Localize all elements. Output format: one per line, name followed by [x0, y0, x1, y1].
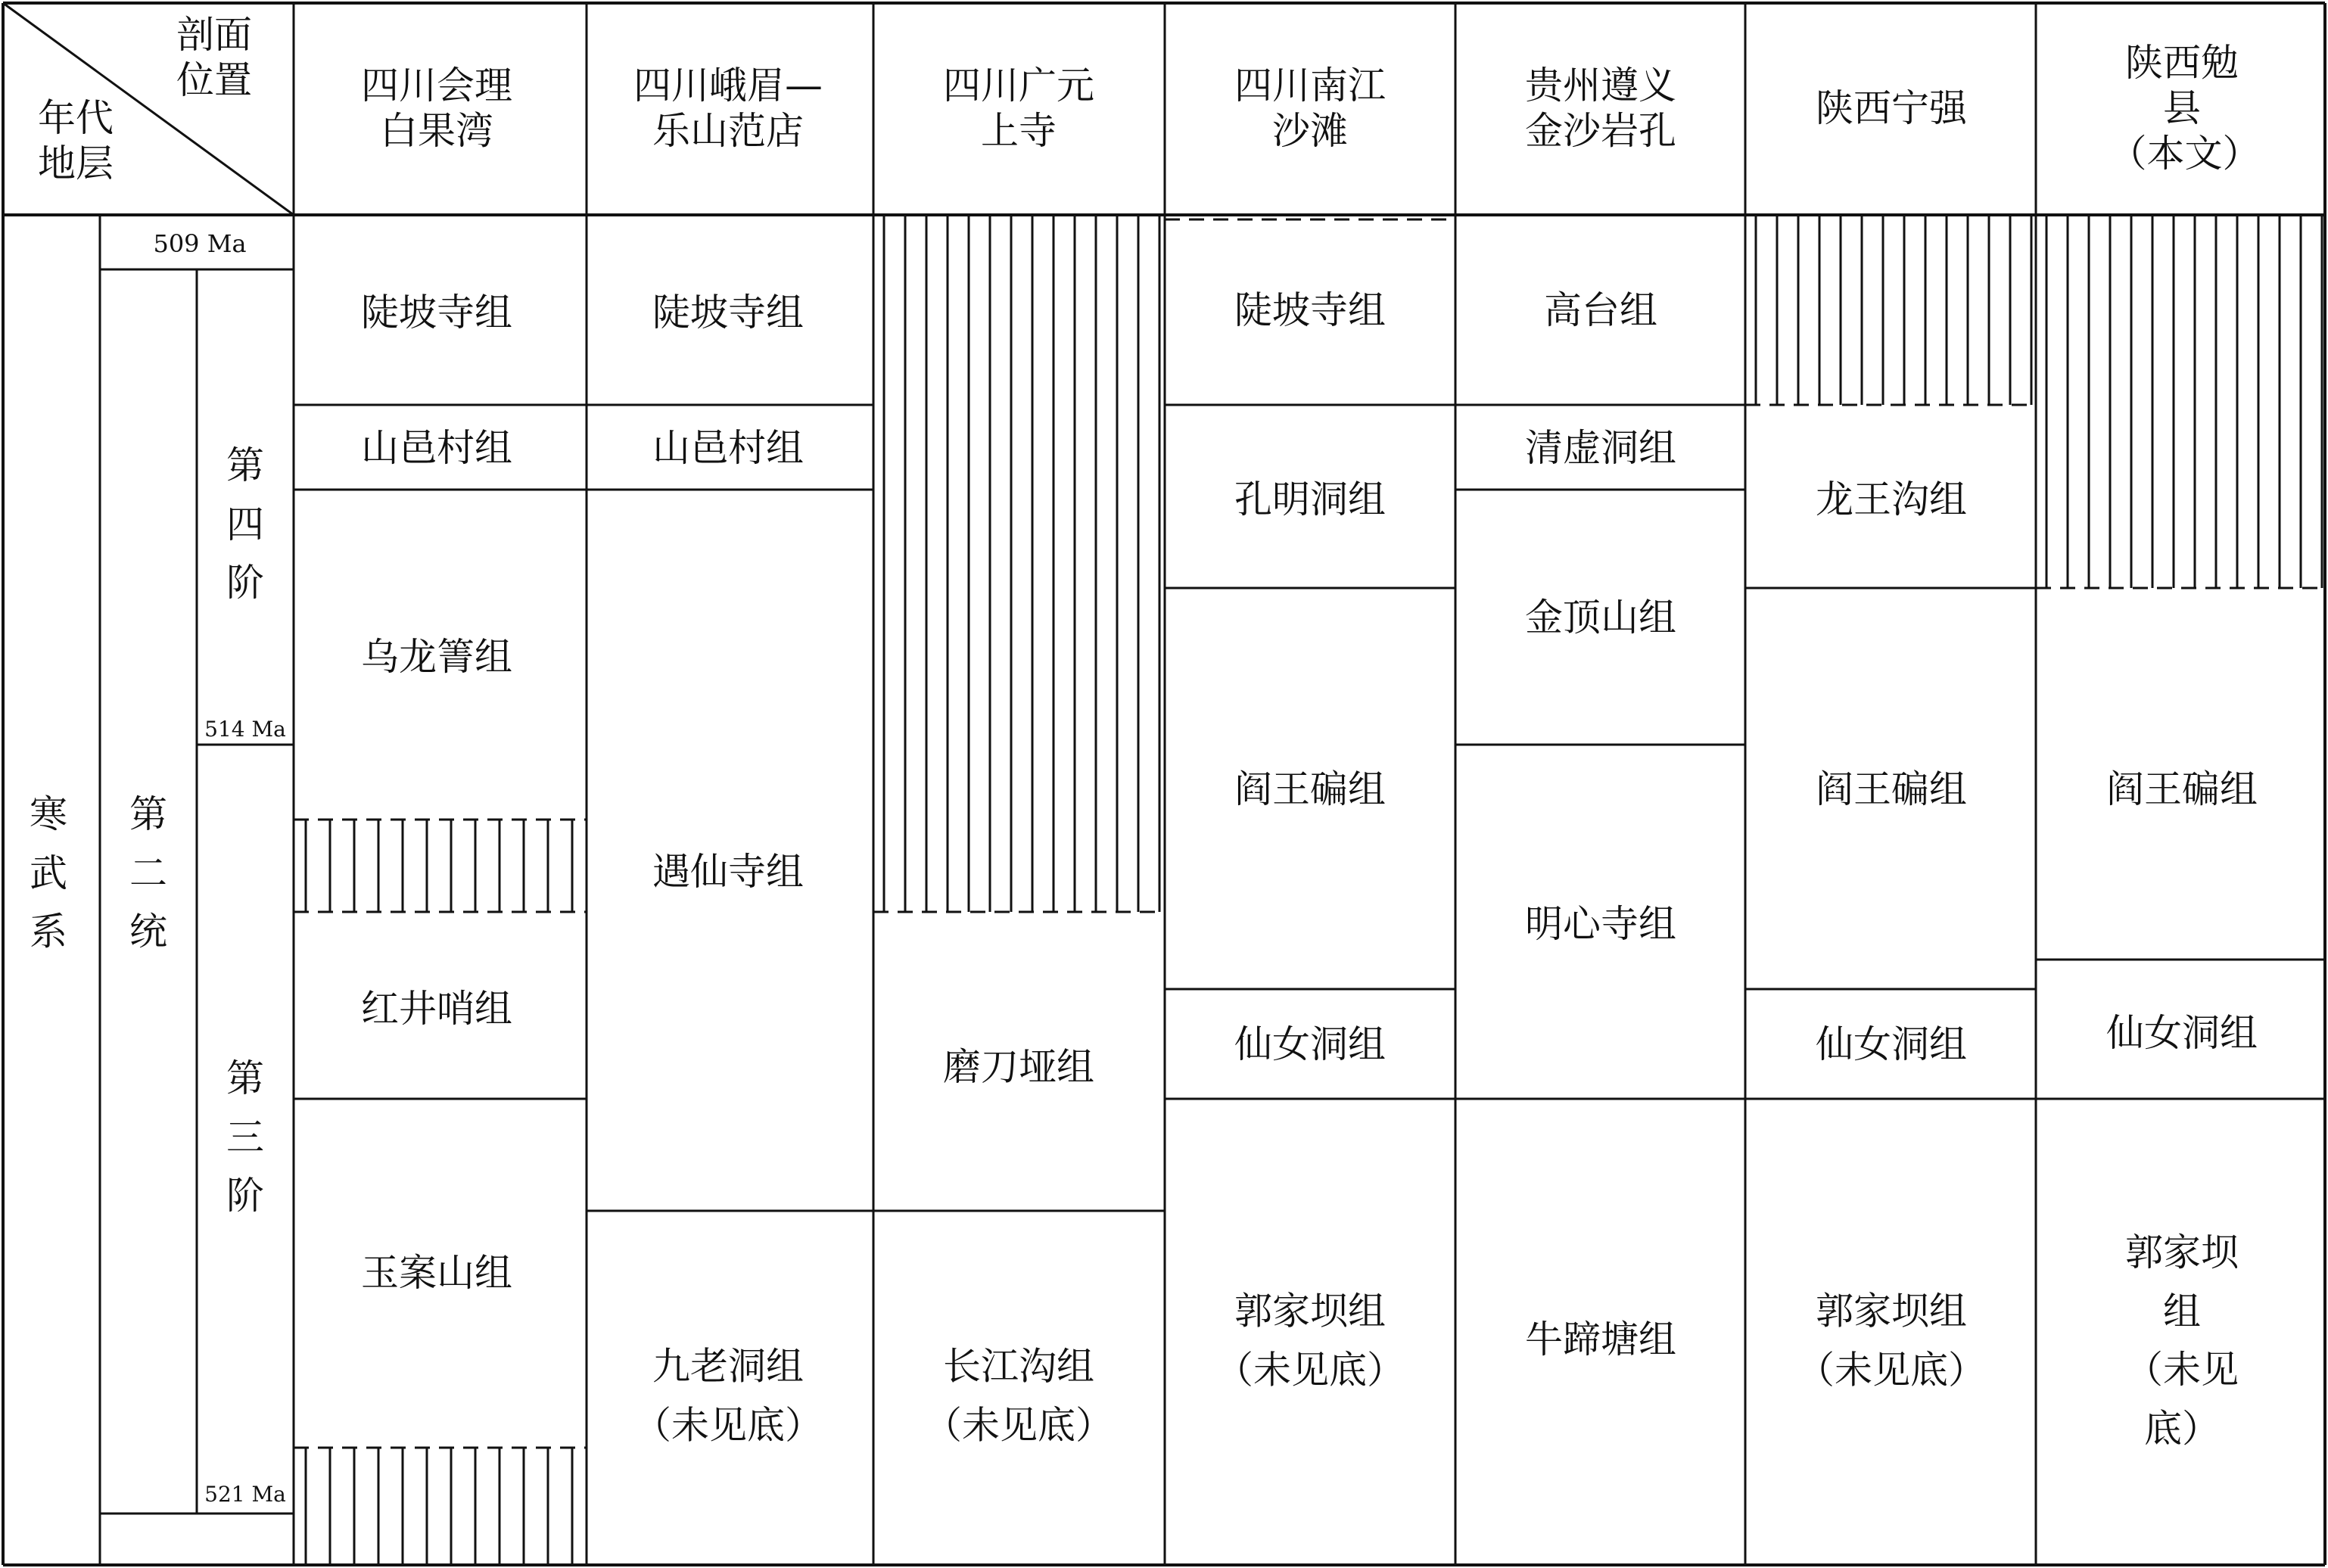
formation-huili-hongjingshao: 红井哨组	[361, 987, 512, 1031]
formation-huili-doupuosi: 陡坡寺组	[361, 291, 512, 334]
formation-guangyuan-modaoya: 磨刀垭组	[943, 1045, 1094, 1089]
corner-top-label: 剖面 位置	[176, 13, 252, 102]
formation-huili-wulongqing: 乌龙箐组	[361, 635, 512, 679]
formation-zunyi-niutitang: 牛蹄塘组	[1525, 1318, 1676, 1361]
formation-huili-shanyicun: 山邑村组	[361, 426, 512, 470]
formation-zunyi-mingxinsi: 明心寺组	[1525, 902, 1676, 946]
formation-emei-doupuosi: 陡坡寺组	[652, 291, 804, 334]
formation-nanjiang-yanwangbian: 阎王碥组	[1234, 767, 1386, 811]
formation-zunyi-jindingshan: 金顶山组	[1525, 596, 1676, 639]
formation-zunyi-gaotai: 高台组	[1544, 288, 1657, 332]
stage-label-stage4: 第 四 阶	[226, 443, 264, 605]
formation-emei-yuxiansi: 遇仙寺组	[652, 850, 804, 894]
formation-mianxian-guojiaba: 郭家坝组 （未见底）	[2125, 1230, 2239, 1451]
corner-bottom-label: 年代 地层	[38, 96, 114, 185]
formation-emei-shanyicun: 山邑村组	[652, 426, 804, 470]
formation-ningqiang-longwanggou: 龙王沟组	[1816, 478, 1967, 521]
series-label-series2: 第 二 统	[129, 792, 167, 954]
formation-zunyi-qingxudong: 清虚洞组	[1525, 426, 1676, 470]
formation-ningqiang-yanwangbian: 阎王碥组	[1816, 767, 1967, 811]
corner-header-profile-position	[176, 12, 252, 103]
formation-nanjiang-doupuosi: 陡坡寺组	[1234, 288, 1386, 332]
system-label-cambrian: 寒 武 系	[30, 792, 67, 954]
age-label-521: 521 Ma	[204, 1482, 286, 1507]
formation-guangyuan-changjianggou: 长江沟组 （未见底）	[924, 1344, 1113, 1447]
section-header-emei: 四川峨眉— 乐山范店	[633, 64, 823, 153]
formation-mianxian-xiannudong: 仙女洞组	[2106, 1011, 2258, 1055]
formation-ningqiang-guojiaba: 郭家坝组 （未见底）	[1797, 1289, 1986, 1392]
section-header-nanjiang: 四川南江 沙滩	[1234, 64, 1386, 153]
formation-nanjiang-xiannudong: 仙女洞组	[1234, 1022, 1386, 1066]
section-header-huili: 四川会理 白果湾	[361, 64, 512, 153]
section-header-mianxian: 陕西勉县 （本文）	[2109, 41, 2261, 176]
formation-ningqiang-xiannudong: 仙女洞组	[1816, 1022, 1967, 1066]
section-header-zunyi: 贵州遵义 金沙岩孔	[1525, 64, 1676, 153]
formation-huili-yuanshan: 玉案山组	[361, 1251, 512, 1295]
formation-nanjiang-kongmingdong: 孔明洞组	[1234, 478, 1386, 521]
formation-nanjiang-guojiaba: 郭家坝组 （未见底）	[1215, 1289, 1405, 1392]
section-header-guangyuan: 四川广元 上寺	[943, 64, 1094, 153]
formation-mianxian-yanwangbian: 阎王碥组	[2106, 767, 2258, 811]
section-header-ningqiang: 陕西宁强	[1816, 86, 1967, 130]
age-label-509: 509 Ma	[153, 229, 247, 258]
age-label-514: 514 Ma	[204, 717, 286, 742]
stage-label-stage3: 第 三 阶	[226, 1056, 264, 1218]
corner-header-chronostratigraphy	[38, 95, 114, 186]
formation-emei-jiulaodong: 九老洞组 （未见底）	[633, 1344, 823, 1447]
